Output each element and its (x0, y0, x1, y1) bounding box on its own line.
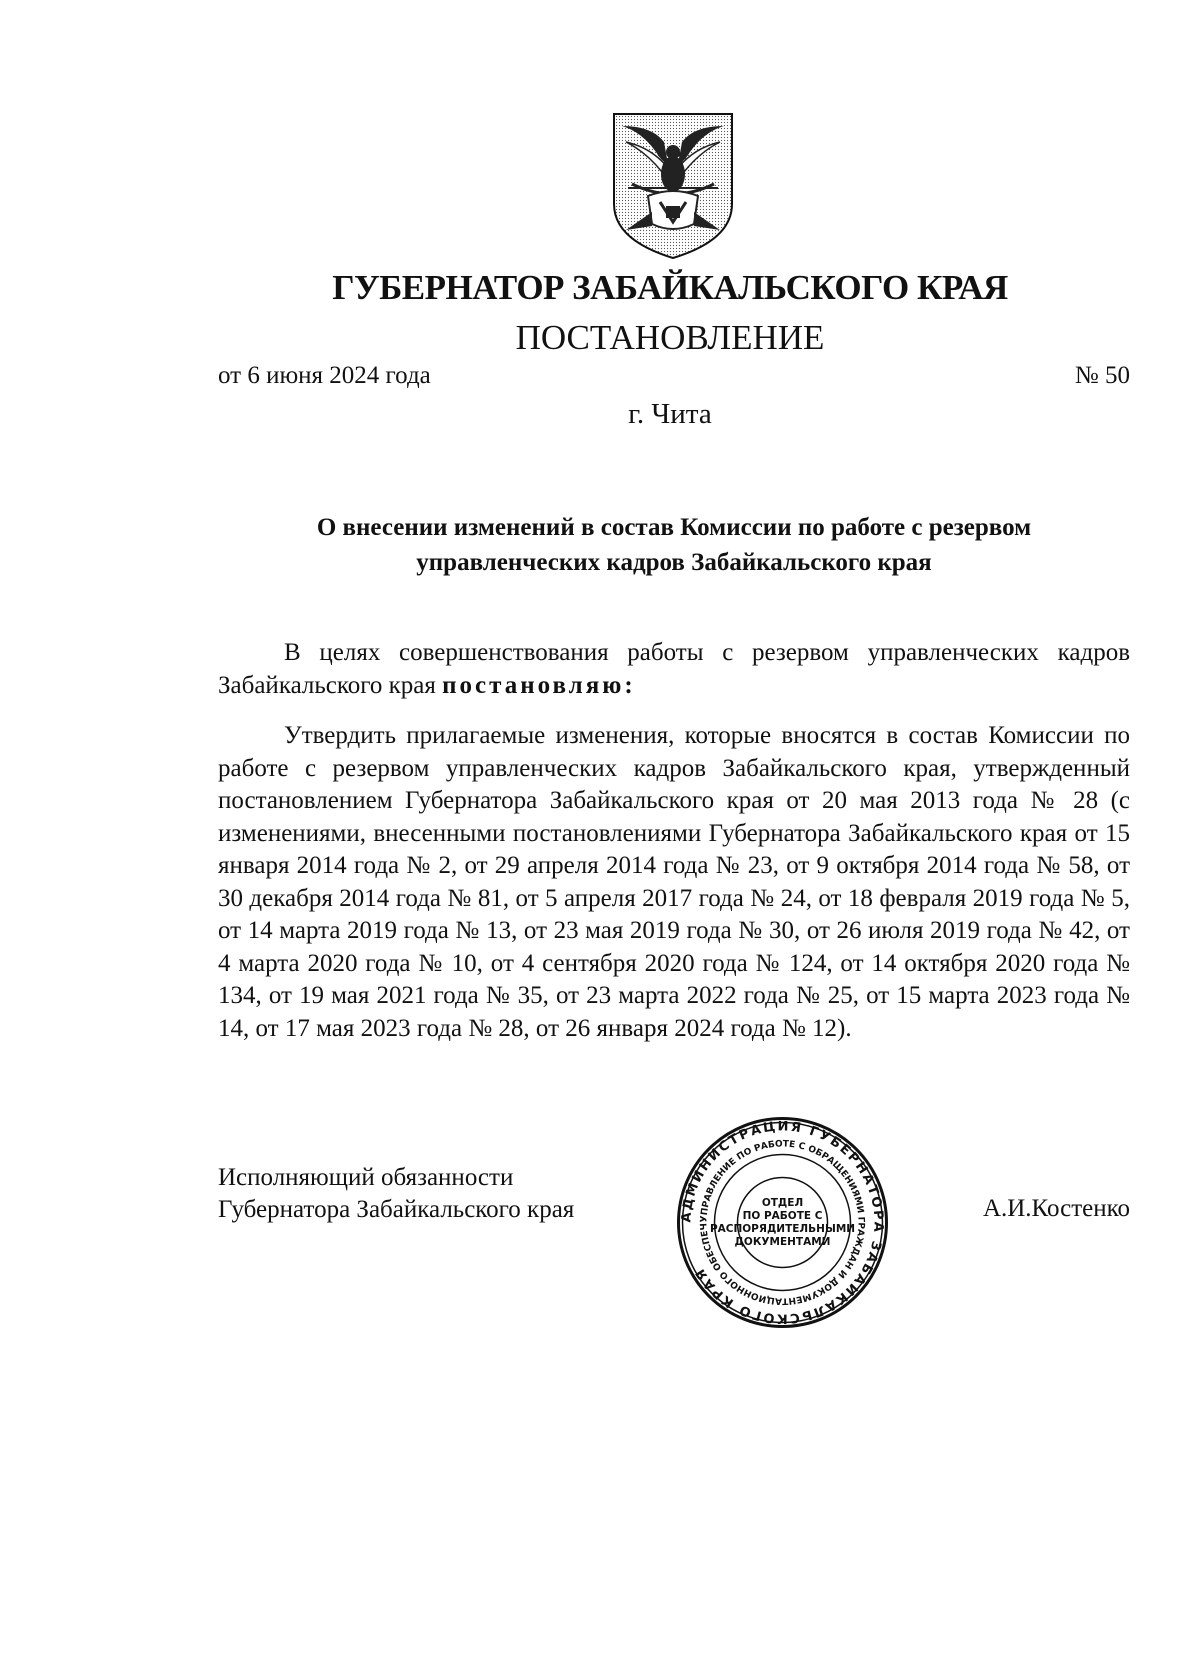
document-title (218, 510, 1130, 580)
signatory-position (218, 1162, 574, 1226)
signatory-name: А.И.Костенко (982, 1195, 1130, 1222)
document-date: от 6 июня 2024 года (218, 362, 431, 389)
seal-center-line: РАСПОРЯДИТЕЛЬНЫМИ (709, 1222, 856, 1235)
title-line: управленческих кадров Забайкальского края (416, 549, 932, 576)
document-city: г. Чита (628, 398, 712, 430)
seal-center-line: ПО РАБОТЕ С (742, 1209, 823, 1222)
official-stamp-icon (675, 1115, 890, 1330)
document-number: № 50 (1074, 362, 1130, 389)
preamble-text: В целях совершенствования работы с резервом управленческих кадров Забайкальского края (218, 639, 1130, 699)
seal-center-line: ОТДЕЛ (761, 1196, 804, 1209)
coat-of-arms-icon (612, 112, 734, 260)
preamble-paragraph (218, 637, 1130, 702)
issuing-authority: ГУБЕРНАТОР ЗАБАЙКАЛЬСКОГО КРАЯ (332, 268, 1008, 307)
document-type: ПОСТАНОВЛЕНИЕ (515, 318, 825, 357)
seal-inner-text: УПРАВЛЕНИЕ ПО РАБОТЕ С ОБРАЩЕНИЯМИ ГРАЖДАН И ДОКУМЕНТАЦИОННОГО ОБЕСПЕЧ (699, 1139, 866, 1306)
title-line: О внесении изменений в состав Комиссии по работе с резервом (316, 514, 1032, 541)
position-line: Губернатора Забайкальского края (218, 1196, 575, 1223)
seal-center-line: ДОКУМЕНТАМИ (734, 1235, 831, 1248)
main-paragraph: Утвердить прилагаемые изменения, которые вносятся в состав Комиссии по работе с резервом управленческих кадров Забайкальского края, утвержденный постановлением Губернатора Забайкальского края от 20 мая 2013 года № 28 (с изменениями, внесенными постановлениями Губернатора Забайкальского края от 15 января 2014 года № 2, от 29 апреля 2014 года № 23, от 9 октября 2014 года № 58, от 30 декабря 2014 года № 81, от 5 апреля 2017 года № 24, от 18 февраля 2019 года № 5, от 14 марта 2019 года № 13, от 23 мая 2019 года № 30, от 26 июля 2019 года № 42, от 4 марта 2020 года № 10, от 4 сентября 2020 года № 124, от 14 октября 2020 года № 134, от 19 мая 2021 года № 35, от 23 марта 2022 года № 25, от 15 марта 2023 года № 14, от 17 мая 2023 года № 28, от 26 января 2024 года № 12). (218, 722, 1130, 1042)
decree-word: постановляю: (442, 671, 636, 699)
position-line: Исполняющий обязанности (218, 1164, 514, 1191)
seal-outer-text: АДМИНИСТРАЦИЯ ГУБЕРНАТОРА ЗАБАЙКАЛЬСКОГО КРАЯ (679, 1119, 886, 1326)
seal-center-text (675, 1115, 890, 1330)
